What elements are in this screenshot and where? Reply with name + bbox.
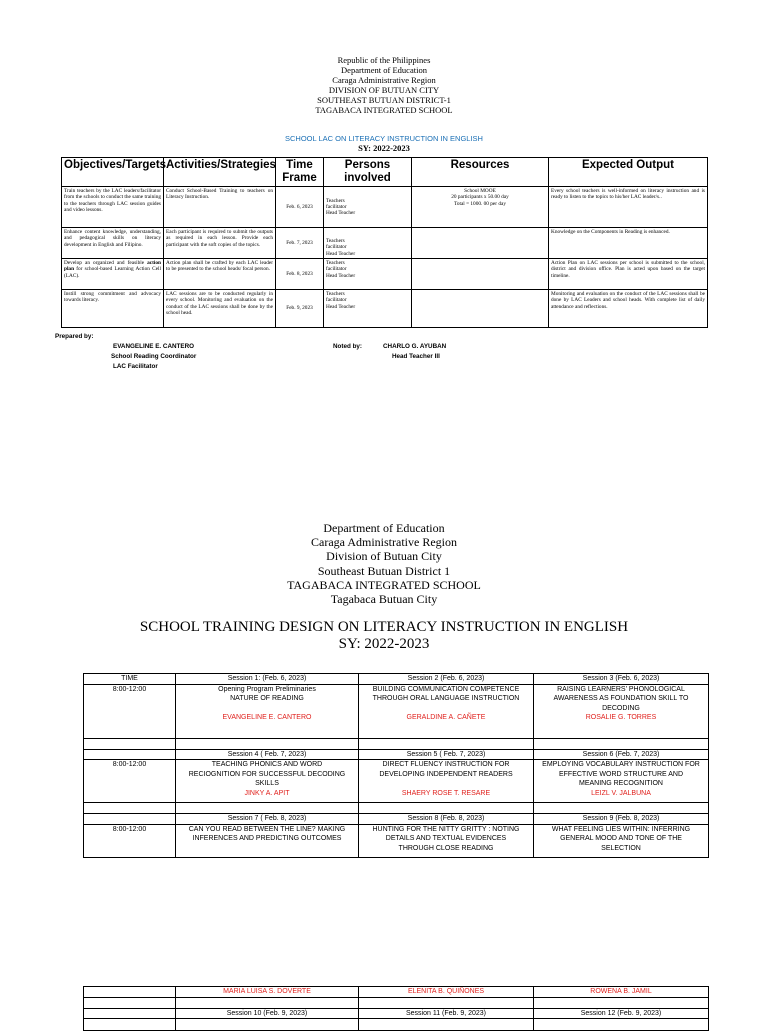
resources-cell [412,290,549,328]
session-topic-cell [534,760,709,803]
topic-line: DIRECT FLUENCY INSTRUCTION FOR [382,761,510,768]
table-header-row [62,158,708,187]
topic-line: EMPLOYING VOCABULARY INSTRUCTION FOR [542,761,700,768]
persons-cell [324,187,412,228]
topic-line: RAISING LEARNERS' PHONOLOGICAL [557,685,685,693]
preparer-name: EVANGELINE E. CANTERO [113,343,195,350]
column-header: Expected Output [549,158,708,187]
person: Teachers [326,260,345,266]
objective-cell: Train teachers by the LAC leaders/facilitator from the schools to conduct the same training to the teachers through LAC session guides and video lessons. [62,187,164,228]
noted-by-label: Noted by: [333,343,363,350]
session-label: Session 6 (Feb. 7, 2023) [534,749,709,760]
design-title-text: SCHOOL TRAINING DESIGN ON LITERACY INSTRUCTION IN ENGLISH [139,619,629,635]
topic-line: THROUGH ORAL LANGUAGE INSTRUCTION [372,695,520,702]
topic-line [360,779,532,789]
topic-line: MEANING RECOGNITION [578,780,663,787]
table-row [62,259,708,290]
output-cell: Action Plan on LAC sessions per school is submitted to the school, district and division office. Plan is acted upon based on the target timeline. [549,259,708,290]
activity-cell: Action plan shall be crafted by each LAC leader to be presented to the school heads/ focal person. [164,259,276,290]
letterhead [0,55,768,115]
column-header: Objectives/Targets [62,158,164,187]
session-topic-row [84,824,709,857]
topic-line: GENERAL MOOD AND TONE OF THE [560,835,682,842]
person: facilitator [326,297,347,304]
session-label: Session 4 ( Feb. 7, 2023) [176,749,359,760]
column-header: Persons involved [324,158,412,187]
speaker-name: LEIZL V. JALBUNA [591,789,651,797]
preparer-role: School Reading Coordinator [111,353,197,360]
training-schedule-table [83,673,709,858]
topic-line [177,704,357,714]
letterhead-line: Department of Education [323,521,445,535]
objective-text: Develop an organized and feasible [64,260,148,266]
session-label: Session 11 (Feb. 9, 2023) [359,1008,534,1019]
topic-line: CAN YOU READ BETWEEN THE LINE? MAKING [188,825,346,833]
activity-cell: Conduct School-Based Training to teachers on Literacy Instruction. [164,187,276,228]
topic-line: TEACHING PHONICS AND WORD [211,761,323,768]
speaker-name: JINKY A. APIT [244,789,290,797]
letterhead-line: DIVISION OF BUTUAN CITY [328,85,440,95]
person: Teachers [326,238,345,245]
spacer-row [84,803,709,814]
activity-cell: Each participant is required to submit the outputs as required in each lesson. Provide each participant with the soft copies of the topics. [164,228,276,259]
session-topic-row [84,760,709,803]
time-frame-cell: Feb. 7, 2023 [276,228,324,259]
time-frame-cell: Feb. 6, 2023 [276,187,324,228]
resources-cell [412,228,549,259]
person: Teachers [326,197,345,204]
design-title [0,619,768,653]
session-label: Session 3 (Feb. 6, 2023) [534,674,709,685]
session-label: Session 8 (Feb. 8, 2023) [359,814,534,825]
time-header: TIME [84,674,176,685]
table-row [62,187,708,228]
session-header-row [84,674,709,685]
session-label: Session 9 (Feb. 8, 2023) [534,814,709,825]
session-topic-row [84,684,709,738]
speaker-name: MARIA LUISA S. DOVERTE [176,987,359,998]
noter-name: CHARLO G. AYUBAN [383,343,447,350]
letterhead-line: TAGABACA INTEGRATED SCHOOL [315,105,453,115]
time-cell: 8:00-12:00 [84,760,176,803]
objective-cell [62,259,164,290]
speaker-name: ROSALIE G. TORRES [585,714,657,721]
topic-line: HUNTING FOR THE NITTY GRITTY : NOTING [372,825,520,833]
session-label: Session 2 (Feb. 6, 2023) [359,674,534,685]
session-label: Session 10 (Feb. 9, 2023) [176,1008,359,1019]
persons-cell [324,259,412,290]
person: Head Teacher [326,210,356,217]
design-school-year: SY: 2022-2023 [338,636,430,652]
spacer-row [84,997,709,1008]
time-cell: 8:00-12:00 [84,824,176,857]
session-topic-cell [359,760,534,803]
lac-plan-table [61,157,708,328]
speaker-name: ROWENA B. JAMIL [534,987,709,998]
topic-line: SELECTION [601,844,641,852]
session-topic-cell [534,824,709,857]
persons-cell [324,290,412,328]
resource-line: 20 participants x 50.00 day [451,194,509,201]
column-header: Time Frame [276,158,324,187]
speaker-name: GERALDINE A. CAÑETE [406,714,486,721]
session-label: Session 1: (Feb. 6, 2023) [176,674,359,685]
topic-line: AWARENESS AS FOUNDATION SKILL TO [553,695,689,702]
speaker-name: SHAERY ROSE T. RESARE [401,789,491,797]
session-label: Session 5 ( Feb. 7, 2023) [359,749,534,760]
topic-line: Opening Program Preliminaries [218,685,316,693]
session-topic-cell [359,824,534,857]
session-topic-cell [534,684,709,738]
session-label: Session 7 ( Feb. 8, 2023) [176,814,359,825]
session-topic-cell [176,684,359,738]
person: facilitator [326,244,347,251]
topic-line: BUILDING COMMUNICATION COMPETENCE [372,685,520,693]
topic-line: NATURE OF READING [230,695,304,702]
session-label: Session 12 (Feb. 9, 2023) [534,1008,709,1019]
letterhead-line: Caraga Administrative Region [311,535,457,550]
person: Teachers [326,291,345,297]
resource-line: School MOOE [464,188,496,194]
letterhead-line: Caraga Administrative Region [332,75,436,85]
topic-line: EFFECTIVE WORD STRUCTURE AND [558,770,684,778]
preparer-role: LAC Facilitator [113,363,158,370]
session-topic-cell [176,824,359,857]
resources-cell [412,259,549,290]
time-frame-cell: Feb. 9, 2023 [276,290,324,328]
speaker-name: ELENITA B. QUIÑONES [359,987,534,998]
topic-line: WHAT FEELING LIES WITHIN: INFERRING [551,825,691,833]
time-frame-cell: Feb. 8, 2023 [276,259,324,290]
noter-role: Head Teacher III [392,353,440,360]
topic-line: THROUGH CLOSE READING [398,844,494,852]
person: facilitator [326,203,347,210]
letterhead-line: Southeast Butuan District 1 [317,563,451,578]
resource-line: Total = 1000. 00 per day [453,200,507,207]
letterhead-line: Tagabaca Butuan City [330,592,438,607]
session-header-row [84,1008,709,1019]
persons-cell [324,228,412,259]
letterhead-line: Division of Butuan City [326,549,442,564]
prepared-by-label: Prepared by: [55,333,94,340]
column-header: Activities/Strategies [164,158,276,187]
lac-title: SCHOOL LAC ON LITERACY INSTRUCTION IN ENGLISH [285,134,483,143]
topic-line: RECIOGNITION FOR SUCCESSFUL DECODING [188,770,346,778]
topic-line: SKILLS [255,780,279,787]
output-cell: Knowledge on the Components in Reading is enhanced. [549,228,708,259]
topic-line [360,704,532,714]
speaker-name: EVANGELINE E. CANTERO [222,714,312,721]
resources-cell [412,187,549,228]
training-schedule-table-continued [83,986,709,1031]
letterhead-line: TAGABACA INTEGRATED SCHOOL [287,577,481,592]
session-topic-cell [176,760,359,803]
output-cell: Monitoring and evaluation on the conduct of the LAC sessions shall be done by LAC Leaders and school heads. With complete list of daily attendance and reflections. [549,290,708,328]
activity-cell: LAC sessions are to be conducted regularly in every school. Monitoring and evaluation on the conduct of the LAC sessions shall be done by the school head. [164,290,276,328]
session-topic-cell [359,684,534,738]
speaker-row [84,987,709,998]
topic-line: DETAILS AND TEXTUAL EVIDENCES [385,835,507,842]
session-topic-row [84,1019,709,1031]
person: Head Teacher [326,272,356,279]
letterhead-line: Department of Education [341,65,427,75]
objective-cell: Instill strong commitment and advocacy towards literacy. [62,290,164,328]
letterhead-line: Republic of the Philippines [337,55,431,65]
objective-cell: Enhance content knowledge, understanding, and pedagogical skills on literacy development in English and Filipino. [62,228,164,259]
letterhead-line: SOUTHEAST BUTUAN DISTRICT-1 [317,95,451,105]
letterhead-2 [0,521,768,606]
objective-bold-text: action plan [64,260,161,273]
session-header-row [84,814,709,825]
table-row [62,228,708,259]
session-header-row [84,749,709,760]
topic-line: INFERENCES AND PREDICTING OUTCOMES [192,835,342,842]
person: facilitator [326,266,347,273]
output-cell: Every school teachers is well-informed on literacy instruction and is ready to listen to the topics to his/her LAC leader/s.. [549,187,708,228]
column-header: Resources [412,158,549,187]
spacer-row [84,738,709,749]
person: Head Teacher [326,303,356,310]
lac-school-year: SY: 2022-2023 [358,143,410,153]
time-cell: 8:00-12:00 [84,684,176,738]
objective-text: for school-based Learning Action Cell (LAC). [64,266,161,279]
person: Head Teacher [326,250,356,257]
topic-line: DECODING [602,704,640,712]
topic-line: DEVELOPING INDEPENDENT READERS [379,770,513,778]
table-row [62,290,708,328]
